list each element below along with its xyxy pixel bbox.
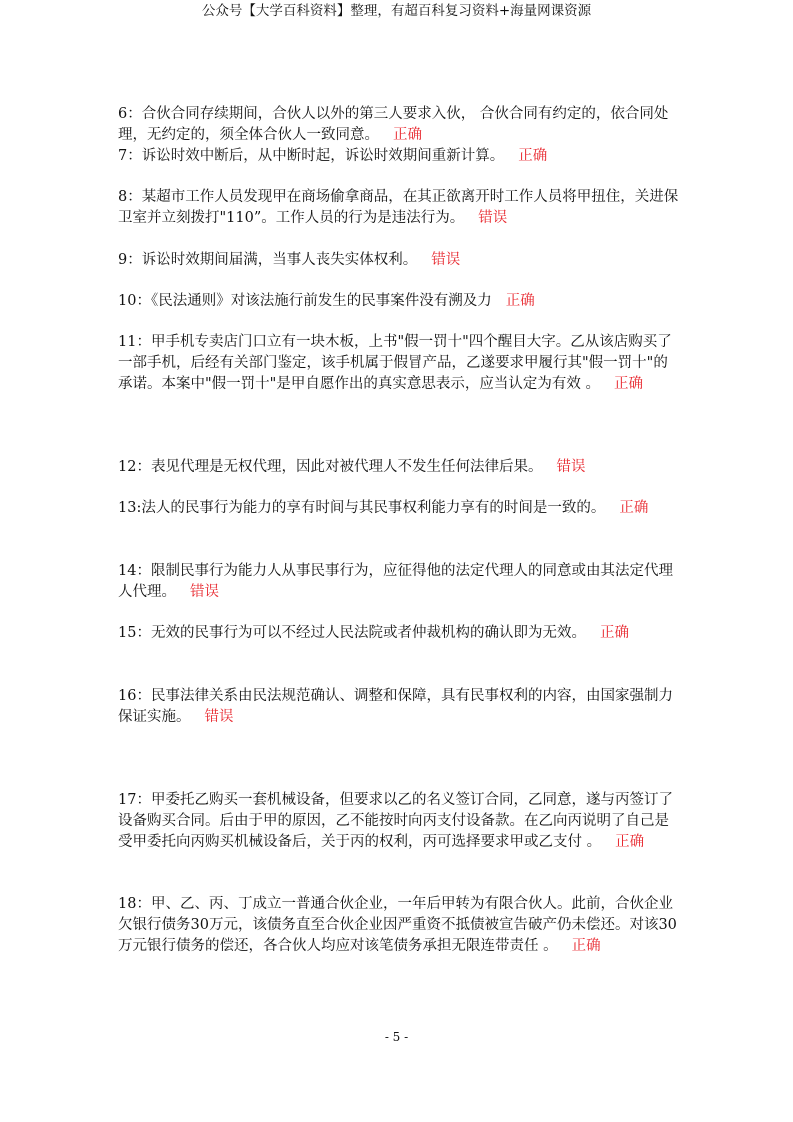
answer-label: 正确 [518,148,548,164]
question-text: 7：诉讼时效中断后，从中断时起，诉讼时效期间重新计算。 [118,148,505,164]
question-text: 12：表见代理是无权代理，因此对被代理人不发生任何法律后果。 [118,459,543,475]
question-15 [118,623,680,644]
question-text: 8：某超市工作人员发现甲在商场偷拿商品，在其正欲离开时工作人员将甲扭住，关进保卫室并立刻拨打"110”。工作人员的行为是违法行为。 [118,189,679,226]
question-10 [118,291,680,312]
question-text: 11：甲手机专卖店门口立有一块木板，上书"假一罚十"四个醒目大字。乙从该店购买了一部手机，后经有关部门鉴定，该手机属于假冒产品，乙遂要求甲履行其"假一罚十"的承诺。本案中"假一罚十"是甲自愿作出的真实意思表示，应当认定为有效 。 [118,334,672,392]
answer-label: 正确 [393,127,422,143]
page-number: - 5 - [384,1030,409,1044]
question-6 [118,104,680,146]
question-text: 10：《民法通则》对该法施行前发生的民事案件没有溯及力 [118,293,492,309]
question-12 [118,457,680,478]
question-text: 13:法人的民事行为能力的享有时间与其民事权利能力享有的时间是一致的。 [118,500,606,516]
answer-label: 错误 [556,459,586,475]
question-7 [118,146,680,167]
answer-label: 正确 [599,625,629,641]
question-text: 16：民事法律关系由民法规范确认、调整和保障，具有民事权利的内容，由国家强制力保证实施。 [118,688,673,725]
answer-label: 错误 [190,584,219,600]
question-11 [118,332,680,395]
question-8 [118,187,680,229]
question-text: 9：诉讼时效期间届满，当事人丧失实体权利。 [118,252,418,268]
question-14 [118,561,680,603]
question-13 [118,498,680,519]
question-16 [118,686,680,728]
answer-label: 正确 [619,500,649,516]
answer-label: 正确 [615,834,645,850]
answer-label: 正确 [613,376,643,392]
answer-label: 错误 [204,709,234,725]
question-9 [118,250,680,271]
question-17 [118,790,680,853]
question-text: 18：甲、乙、丙、丁成立一普通合伙企业，一年后甲转为有限合伙人。此前，合伙企业欠银行债务30万元，该债务直至合伙企业因严重资不抵债被宣告破产仍未偿还。对该30万元银行债务的偿还，各合伙人均应对该笔债务承担无限连带责任 。 [118,896,677,954]
question-text: 15：无效的民事行为可以不经过人民法院或者仲裁机构的确认即为无效。 [118,625,586,641]
answer-label: 正确 [505,293,535,309]
question-text: 6：合伙合同存续期间，合伙人以外的第三人要求入伙， 合伙合同有约定的，依合同处理，无约定的，须全体合伙人一致同意。 [118,106,669,143]
question-18 [118,894,680,957]
answer-label: 错误 [431,252,461,268]
answer-label: 错误 [478,210,508,226]
answer-label: 正确 [571,938,601,954]
question-text: 14：限制民事行为能力人从事民事行为，应征得他的法定代理人的同意或由其法定代理人代理。 [118,563,673,600]
page-header: 公众号【大学百科资料】整理，有超百科复习资料+海量网课资源 [201,3,592,19]
question-text: 17：甲委托乙购买一套机械设备，但要求以乙的名义签订合同，乙同意，遂与丙签订了设备购买合同。后由于甲的原因，乙不能按时向丙支付设备款。在乙向丙说明了自己是受甲委托向丙购买机械设备后，关于丙的权利，丙可选择要求甲或乙支付 。 [118,792,673,850]
